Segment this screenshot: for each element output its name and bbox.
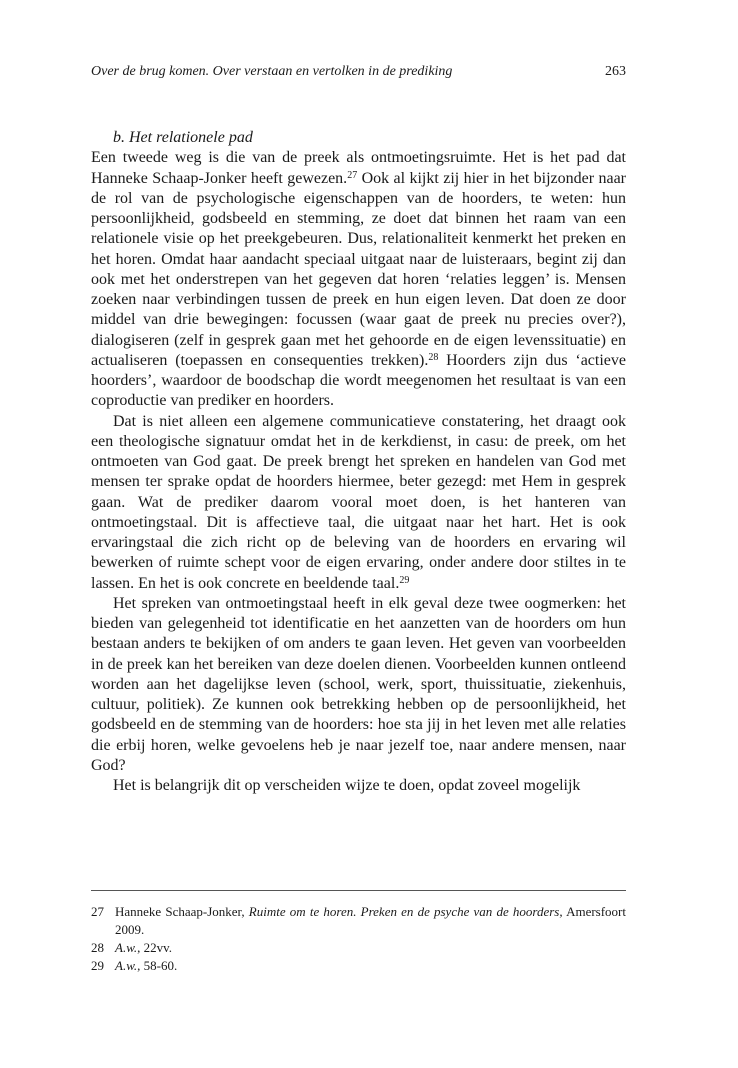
body-text bbox=[91, 128, 626, 796]
footnote-publication: Amersfoort 2009. bbox=[115, 904, 626, 937]
paragraph-text: Het is belangrijk dit op verscheiden wijze te doen, opdat zoveel mogelijk bbox=[113, 777, 581, 794]
footnote-title: Ruimte om te horen. Preken en de psyche van de hoorders, bbox=[248, 904, 563, 919]
footnote-27 bbox=[91, 903, 626, 939]
footnote-number: 28 bbox=[91, 940, 104, 955]
paragraph-2 bbox=[91, 412, 626, 594]
footnote-text bbox=[115, 939, 626, 957]
running-title: Over de brug komen. Over verstaan en vertolken in de prediking bbox=[91, 64, 453, 79]
footnote-author: Hanneke Schaap-Jonker, bbox=[115, 904, 249, 919]
paragraph-text: Dat is niet alleen een algemene communicatieve constatering, het draagt ook een theologische signatuur omdat het in de kerkdienst, in casu: de preek, om het ontmoeten van God gaat. De preek brengt het spreken en handelen van God met mensen ter sprake opdat de hoorders hiermee, beter gezegd: met Hem in gesprek gaan. Wat de prediker daarom vooral moet doen, is het hanteren van ontmoetingstaal. Dit is affectieve taal, die uitgaat naar het hart. Het is ook ervaringstaal die zich richt op de beleving van de hoorders en ervaring wil bewerken of ruimte schept voor de eigen ervaring, onder andere door stiltes in te lassen. En het is ook concrete en beeldende taal. bbox=[91, 412, 626, 592]
footnote-29 bbox=[91, 957, 626, 975]
footnote-number: 29 bbox=[91, 958, 104, 973]
footnote-28 bbox=[91, 939, 626, 957]
footnote-ref-28: 28 bbox=[428, 351, 439, 363]
page-number: 263 bbox=[605, 64, 626, 79]
footnotes bbox=[91, 903, 626, 975]
section-heading: b. Het relationele pad bbox=[113, 129, 253, 146]
footnote-text bbox=[115, 903, 626, 939]
footnote-text bbox=[115, 957, 626, 975]
footnote-pages: , 22vv. bbox=[137, 940, 173, 955]
footnote-pages: , 58-60. bbox=[137, 958, 178, 973]
footnote-ref-29: 29 bbox=[399, 574, 410, 586]
footnote-ref-27: 27 bbox=[347, 169, 358, 181]
paragraph-3 bbox=[91, 594, 626, 776]
paragraph-1 bbox=[91, 148, 626, 411]
footnote-number: 27 bbox=[91, 904, 104, 919]
paragraph-4 bbox=[91, 776, 626, 796]
paragraph-text: Hoorders zijn dus ‘actieve hoorders’, waardoor de boodschap die wordt meegenomen het resultaat is van een coproductie van prediker en hoorders. bbox=[91, 351, 626, 410]
footnote-title: A.w. bbox=[115, 940, 138, 955]
paragraph-text: Een tweede weg is die van de preek als ontmoetingsruimte. Het is het pad dat Hanneke Schaap-Jonker heeft gewezen. bbox=[91, 149, 626, 187]
paragraph-text: Ook al kijkt zij hier in het bijzonder naar de rol van de psychologische eigenschappen van de hoorders, te weten: hun persoonlijkheid, godsbeeld en stemming, ze doet dat binnen het raam van een relationele visie op het preekgebeuren. Dus, relationaliteit kenmerkt het preken en het horen. Omdat haar aandacht speciaal uitgaat naar de luisteraars, begint zij dan ook met het onderstrepen van het gegeven dat horen ‘relaties leggen’ is. Mensen zoeken naar verbindingen tussen de preek en hun eigen leven. Dat doen ze door middel van drie bewegingen: focussen (waar gaat de preek nu precies over?), dialogiseren (zelf in gesprek gaan met het gehoorde en de eigen levenssituatie) en actualiseren (toepassen en consequenties trekken). bbox=[91, 169, 627, 369]
paragraph-text: Het spreken van ontmoetingstaal heeft in elk geval deze twee oogmerken: het bieden van gelegenheid tot identificatie en het aanzetten van de hoorders om hun bestaan anders te bekijken of om anders te gaan leven. Het geven van voorbeelden in de preek kan het bereiken van deze doelen dienen. Voorbeelden kunnen ontleend worden aan het dagelijkse leven (school, werk, sport, thuissituatie, ziekenhuis, cultuur, politiek). Ze kunnen ook betrekking hebben op de persoonlijkheid, het godsbeeld en de stemming van de hoorders: hoe sta jij in het leven met alle relaties die erbij horen, welke gevoelens heb je naar jezelf toe, naar andere mensen, naar God? bbox=[91, 594, 626, 774]
footnote-divider bbox=[91, 890, 626, 891]
footnote-title: A.w. bbox=[115, 958, 138, 973]
